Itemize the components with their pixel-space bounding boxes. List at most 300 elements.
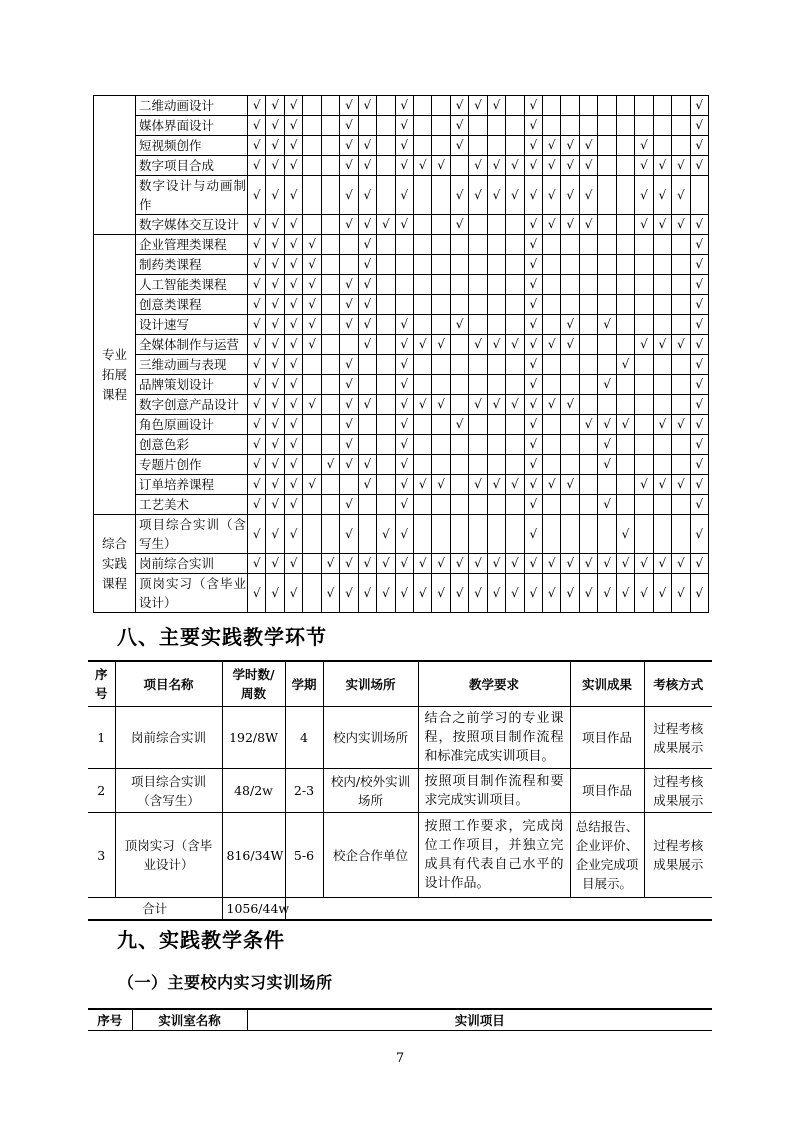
check-mark: √ xyxy=(340,156,358,176)
course-name: 短视频创作 xyxy=(136,136,248,156)
empty-check-cell xyxy=(672,375,690,395)
empty-check-cell xyxy=(616,375,634,395)
row-term: 4 xyxy=(285,707,323,769)
table-header-row xyxy=(88,661,712,707)
empty-check-cell xyxy=(561,116,579,136)
check-mark: √ xyxy=(598,554,616,574)
empty-check-cell xyxy=(635,96,653,116)
check-mark: √ xyxy=(561,475,579,495)
matrix-row xyxy=(94,574,709,613)
empty-check-cell xyxy=(321,415,339,435)
check-mark: √ xyxy=(672,215,690,235)
empty-check-cell xyxy=(377,315,395,335)
empty-check-cell xyxy=(303,554,321,574)
empty-check-cell xyxy=(358,515,376,554)
check-mark: √ xyxy=(469,574,487,613)
empty-check-cell xyxy=(487,455,505,475)
empty-check-cell xyxy=(598,295,616,315)
empty-check-cell xyxy=(579,235,597,255)
check-mark: √ xyxy=(284,335,302,355)
check-mark: √ xyxy=(340,435,358,455)
empty-check-cell xyxy=(579,96,597,116)
check-mark: √ xyxy=(413,335,431,355)
check-mark: √ xyxy=(690,116,708,136)
check-mark: √ xyxy=(358,275,376,295)
check-mark: √ xyxy=(690,96,708,116)
empty-check-cell xyxy=(321,435,339,455)
check-mark: √ xyxy=(635,136,653,156)
empty-check-cell xyxy=(487,235,505,255)
check-mark: √ xyxy=(248,96,266,116)
check-mark: √ xyxy=(284,315,302,335)
check-mark: √ xyxy=(340,355,358,375)
check-mark: √ xyxy=(340,96,358,116)
check-mark: √ xyxy=(432,335,450,355)
check-mark: √ xyxy=(248,215,266,235)
empty-check-cell xyxy=(395,255,413,275)
matrix-row xyxy=(94,395,709,415)
course-name: 媒体界面设计 xyxy=(136,116,248,136)
empty-check-cell xyxy=(358,435,376,455)
empty-check-cell xyxy=(321,515,339,554)
empty-check-cell xyxy=(413,455,431,475)
empty-check-cell xyxy=(543,275,561,295)
empty-check-cell xyxy=(450,395,468,415)
empty-check-cell xyxy=(561,275,579,295)
check-mark: √ xyxy=(358,235,376,255)
check-mark: √ xyxy=(487,335,505,355)
check-mark: √ xyxy=(284,554,302,574)
empty-check-cell xyxy=(321,176,339,215)
check-mark: √ xyxy=(340,495,358,515)
check-mark: √ xyxy=(284,215,302,235)
check-mark: √ xyxy=(395,415,413,435)
row-assessment: 过程考核成果展示 xyxy=(644,707,712,769)
check-mark: √ xyxy=(340,415,358,435)
check-mark: √ xyxy=(395,515,413,554)
empty-check-cell xyxy=(469,215,487,235)
check-mark: √ xyxy=(524,275,542,295)
empty-check-cell xyxy=(598,215,616,235)
empty-check-cell xyxy=(672,96,690,116)
check-mark: √ xyxy=(690,235,708,255)
check-mark: √ xyxy=(506,156,524,176)
course-name: 角色原画设计 xyxy=(136,415,248,435)
course-category xyxy=(94,96,136,235)
empty-check-cell xyxy=(377,335,395,355)
competency-matrix-table xyxy=(93,95,709,613)
empty-check-cell xyxy=(598,515,616,554)
check-mark: √ xyxy=(543,176,561,215)
page-number: 7 xyxy=(395,1051,405,1066)
empty-check-cell xyxy=(579,315,597,335)
empty-check-cell xyxy=(413,315,431,335)
empty-check-cell xyxy=(672,455,690,475)
check-mark: √ xyxy=(284,515,302,554)
empty-check-cell xyxy=(506,116,524,136)
empty-check-cell xyxy=(358,355,376,375)
competency-matrix-body xyxy=(94,96,709,613)
table-row xyxy=(88,707,712,769)
empty-check-cell xyxy=(432,116,450,136)
empty-check-cell xyxy=(487,136,505,156)
check-mark: √ xyxy=(672,554,690,574)
empty-check-cell xyxy=(358,415,376,435)
empty-check-cell xyxy=(450,335,468,355)
check-mark: √ xyxy=(524,415,542,435)
check-mark: √ xyxy=(284,235,302,255)
check-mark: √ xyxy=(377,215,395,235)
header-venue: 实训场所 xyxy=(323,661,418,707)
check-mark: √ xyxy=(524,235,542,255)
empty-check-cell xyxy=(635,375,653,395)
check-mark: √ xyxy=(543,475,561,495)
check-mark: √ xyxy=(395,455,413,475)
empty-check-cell xyxy=(543,295,561,315)
empty-check-cell xyxy=(413,176,431,215)
check-mark: √ xyxy=(598,315,616,335)
check-mark: √ xyxy=(358,315,376,335)
empty-check-cell xyxy=(487,315,505,335)
check-mark: √ xyxy=(284,156,302,176)
empty-check-cell xyxy=(616,255,634,275)
check-mark: √ xyxy=(653,554,671,574)
check-mark: √ xyxy=(690,574,708,613)
check-mark: √ xyxy=(284,275,302,295)
check-mark: √ xyxy=(377,554,395,574)
check-mark: √ xyxy=(248,355,266,375)
row-no: 1 xyxy=(88,707,115,769)
check-mark: √ xyxy=(358,295,376,315)
empty-check-cell xyxy=(561,255,579,275)
check-mark: √ xyxy=(266,116,284,136)
empty-check-cell xyxy=(469,295,487,315)
empty-check-cell xyxy=(543,355,561,375)
check-mark: √ xyxy=(672,415,690,435)
check-mark: √ xyxy=(672,176,690,215)
check-mark: √ xyxy=(450,136,468,156)
empty-check-cell xyxy=(561,435,579,455)
check-mark: √ xyxy=(524,136,542,156)
check-mark: √ xyxy=(450,554,468,574)
course-name: 顶岗实习（含毕业设计） xyxy=(136,574,248,613)
empty-check-cell xyxy=(321,395,339,415)
header-project-name: 项目名称 xyxy=(115,661,222,707)
empty-check-cell xyxy=(598,335,616,355)
empty-check-cell xyxy=(579,335,597,355)
check-mark: √ xyxy=(543,215,561,235)
check-mark: √ xyxy=(248,335,266,355)
check-mark: √ xyxy=(598,495,616,515)
check-mark: √ xyxy=(524,315,542,335)
empty-check-cell xyxy=(450,455,468,475)
check-mark: √ xyxy=(266,495,284,515)
check-mark: √ xyxy=(506,554,524,574)
check-mark: √ xyxy=(340,395,358,415)
empty-check-cell xyxy=(413,375,431,395)
check-mark: √ xyxy=(543,574,561,613)
empty-check-cell xyxy=(432,295,450,315)
course-name: 项目综合实训（含写生） xyxy=(136,515,248,554)
check-mark: √ xyxy=(690,355,708,375)
practice-teaching-table xyxy=(88,660,712,921)
check-mark: √ xyxy=(284,136,302,156)
row-requirements: 结合之前学习的专业课程，按照项目制作流程和标准完成实训项目。 xyxy=(418,707,570,769)
empty-check-cell xyxy=(432,515,450,554)
empty-check-cell xyxy=(377,435,395,455)
empty-check-cell xyxy=(487,215,505,235)
check-mark: √ xyxy=(395,495,413,515)
empty-check-cell xyxy=(635,415,653,435)
empty-check-cell xyxy=(506,415,524,435)
check-mark: √ xyxy=(266,255,284,275)
empty-check-cell xyxy=(303,415,321,435)
check-mark: √ xyxy=(543,335,561,355)
course-category: 专业拓展课程 xyxy=(94,235,136,515)
empty-check-cell xyxy=(303,176,321,215)
check-mark: √ xyxy=(358,455,376,475)
check-mark: √ xyxy=(432,554,450,574)
check-mark: √ xyxy=(248,295,266,315)
course-name: 全媒体制作与运营 xyxy=(136,335,248,355)
empty-check-cell xyxy=(635,395,653,415)
empty-check-cell xyxy=(340,255,358,275)
check-mark: √ xyxy=(358,475,376,495)
matrix-row xyxy=(94,215,709,235)
empty-check-cell xyxy=(672,435,690,455)
check-mark: √ xyxy=(340,375,358,395)
empty-check-cell xyxy=(432,176,450,215)
check-mark: √ xyxy=(248,235,266,255)
empty-check-cell xyxy=(469,255,487,275)
empty-check-cell xyxy=(616,136,634,156)
empty-check-cell xyxy=(450,295,468,315)
check-mark: √ xyxy=(413,554,431,574)
check-mark: √ xyxy=(598,375,616,395)
check-mark: √ xyxy=(690,215,708,235)
empty-check-cell xyxy=(413,275,431,295)
empty-check-cell xyxy=(561,455,579,475)
empty-check-cell xyxy=(303,495,321,515)
check-mark: √ xyxy=(266,156,284,176)
total-empty-cell xyxy=(285,898,712,921)
empty-check-cell xyxy=(598,475,616,495)
empty-check-cell xyxy=(561,96,579,116)
empty-check-cell xyxy=(653,116,671,136)
check-mark: √ xyxy=(340,315,358,335)
header-no: 序号 xyxy=(88,661,115,707)
empty-check-cell xyxy=(303,355,321,375)
empty-check-cell xyxy=(672,515,690,554)
empty-check-cell xyxy=(450,435,468,455)
empty-check-cell xyxy=(450,515,468,554)
check-mark: √ xyxy=(266,215,284,235)
check-mark: √ xyxy=(690,475,708,495)
empty-check-cell xyxy=(303,515,321,554)
check-mark: √ xyxy=(266,475,284,495)
check-mark: √ xyxy=(561,156,579,176)
check-mark: √ xyxy=(469,395,487,415)
check-mark: √ xyxy=(450,415,468,435)
check-mark: √ xyxy=(450,574,468,613)
check-mark: √ xyxy=(248,176,266,215)
empty-check-cell xyxy=(653,455,671,475)
empty-check-cell xyxy=(672,235,690,255)
matrix-row xyxy=(94,136,709,156)
empty-check-cell xyxy=(469,116,487,136)
empty-check-cell xyxy=(321,156,339,176)
empty-check-cell xyxy=(469,235,487,255)
subsection-heading-training-sites: （一）主要校内实习实训场所 xyxy=(118,973,333,992)
empty-check-cell xyxy=(469,455,487,475)
check-mark: √ xyxy=(432,156,450,176)
empty-check-cell xyxy=(432,96,450,116)
check-mark: √ xyxy=(377,515,395,554)
check-mark: √ xyxy=(579,554,597,574)
header-assessment: 考核方式 xyxy=(644,661,712,707)
empty-check-cell xyxy=(450,355,468,375)
check-mark: √ xyxy=(340,295,358,315)
section-heading-practice-teaching: 八、主要实践教学环节 xyxy=(117,625,327,649)
empty-check-cell xyxy=(579,455,597,475)
check-mark: √ xyxy=(303,315,321,335)
check-mark: √ xyxy=(450,116,468,136)
check-mark: √ xyxy=(395,136,413,156)
empty-check-cell xyxy=(469,515,487,554)
empty-check-cell xyxy=(616,315,634,335)
empty-check-cell xyxy=(579,395,597,415)
check-mark: √ xyxy=(340,176,358,215)
check-mark: √ xyxy=(266,315,284,335)
empty-check-cell xyxy=(432,495,450,515)
check-mark: √ xyxy=(653,156,671,176)
check-mark: √ xyxy=(524,455,542,475)
matrix-row xyxy=(94,335,709,355)
check-mark: √ xyxy=(303,255,321,275)
check-mark: √ xyxy=(653,415,671,435)
empty-check-cell xyxy=(579,355,597,375)
check-mark: √ xyxy=(266,435,284,455)
check-mark: √ xyxy=(690,335,708,355)
empty-check-cell xyxy=(487,415,505,435)
empty-check-cell xyxy=(413,215,431,235)
check-mark: √ xyxy=(266,395,284,415)
empty-check-cell xyxy=(377,96,395,116)
empty-check-cell xyxy=(303,435,321,455)
empty-check-cell xyxy=(653,235,671,255)
empty-check-cell xyxy=(377,455,395,475)
check-mark: √ xyxy=(303,395,321,415)
check-mark: √ xyxy=(524,574,542,613)
empty-check-cell xyxy=(635,455,653,475)
empty-check-cell xyxy=(579,295,597,315)
empty-check-cell xyxy=(635,355,653,375)
check-mark: √ xyxy=(672,335,690,355)
row-assessment: 过程考核成果展示 xyxy=(644,769,712,813)
empty-check-cell xyxy=(321,255,339,275)
row-outcome: 项目作品 xyxy=(570,707,644,769)
check-mark: √ xyxy=(413,395,431,415)
empty-check-cell xyxy=(432,455,450,475)
empty-check-cell xyxy=(506,355,524,375)
course-name: 创意色彩 xyxy=(136,435,248,455)
check-mark: √ xyxy=(450,176,468,215)
matrix-row xyxy=(94,475,709,495)
empty-check-cell xyxy=(672,495,690,515)
empty-check-cell xyxy=(377,375,395,395)
empty-check-cell xyxy=(598,275,616,295)
empty-check-cell xyxy=(579,475,597,495)
empty-check-cell xyxy=(672,395,690,415)
check-mark: √ xyxy=(635,215,653,235)
empty-check-cell xyxy=(487,435,505,455)
empty-check-cell xyxy=(469,375,487,395)
empty-check-cell xyxy=(635,116,653,136)
check-mark: √ xyxy=(413,475,431,495)
check-mark: √ xyxy=(506,176,524,215)
empty-check-cell xyxy=(506,295,524,315)
empty-check-cell xyxy=(321,116,339,136)
empty-check-cell xyxy=(303,136,321,156)
check-mark: √ xyxy=(469,156,487,176)
empty-check-cell xyxy=(653,295,671,315)
check-mark: √ xyxy=(358,96,376,116)
empty-check-cell xyxy=(487,295,505,315)
empty-check-cell xyxy=(432,375,450,395)
check-mark: √ xyxy=(358,335,376,355)
empty-check-cell xyxy=(377,475,395,495)
empty-check-cell xyxy=(321,335,339,355)
empty-check-cell xyxy=(432,136,450,156)
check-mark: √ xyxy=(413,156,431,176)
empty-check-cell xyxy=(377,395,395,415)
check-mark: √ xyxy=(395,215,413,235)
check-mark: √ xyxy=(248,515,266,554)
course-name: 订单培养课程 xyxy=(136,475,248,495)
empty-check-cell xyxy=(303,574,321,613)
check-mark: √ xyxy=(524,495,542,515)
check-mark: √ xyxy=(413,574,431,613)
empty-check-cell xyxy=(358,375,376,395)
check-mark: √ xyxy=(340,455,358,475)
empty-check-cell xyxy=(303,156,321,176)
check-mark: √ xyxy=(653,335,671,355)
check-mark: √ xyxy=(598,415,616,435)
check-mark: √ xyxy=(432,395,450,415)
empty-check-cell xyxy=(579,255,597,275)
empty-check-cell xyxy=(635,315,653,335)
check-mark: √ xyxy=(690,455,708,475)
empty-check-cell xyxy=(616,116,634,136)
empty-check-cell xyxy=(377,415,395,435)
empty-check-cell xyxy=(303,375,321,395)
course-name: 设计速写 xyxy=(136,315,248,335)
row-requirements: 按照项目制作流程和要求完成实训项目。 xyxy=(418,769,570,813)
empty-check-cell xyxy=(543,415,561,435)
matrix-row xyxy=(94,375,709,395)
check-mark: √ xyxy=(561,554,579,574)
section-heading-practice-conditions: 九、实践教学条件 xyxy=(117,928,285,952)
empty-check-cell xyxy=(321,315,339,335)
check-mark: √ xyxy=(469,335,487,355)
check-mark: √ xyxy=(690,156,708,176)
empty-check-cell xyxy=(653,255,671,275)
course-name: 数字项目合成 xyxy=(136,156,248,176)
empty-check-cell xyxy=(358,495,376,515)
empty-check-cell xyxy=(561,495,579,515)
empty-check-cell xyxy=(653,136,671,156)
matrix-row xyxy=(94,156,709,176)
